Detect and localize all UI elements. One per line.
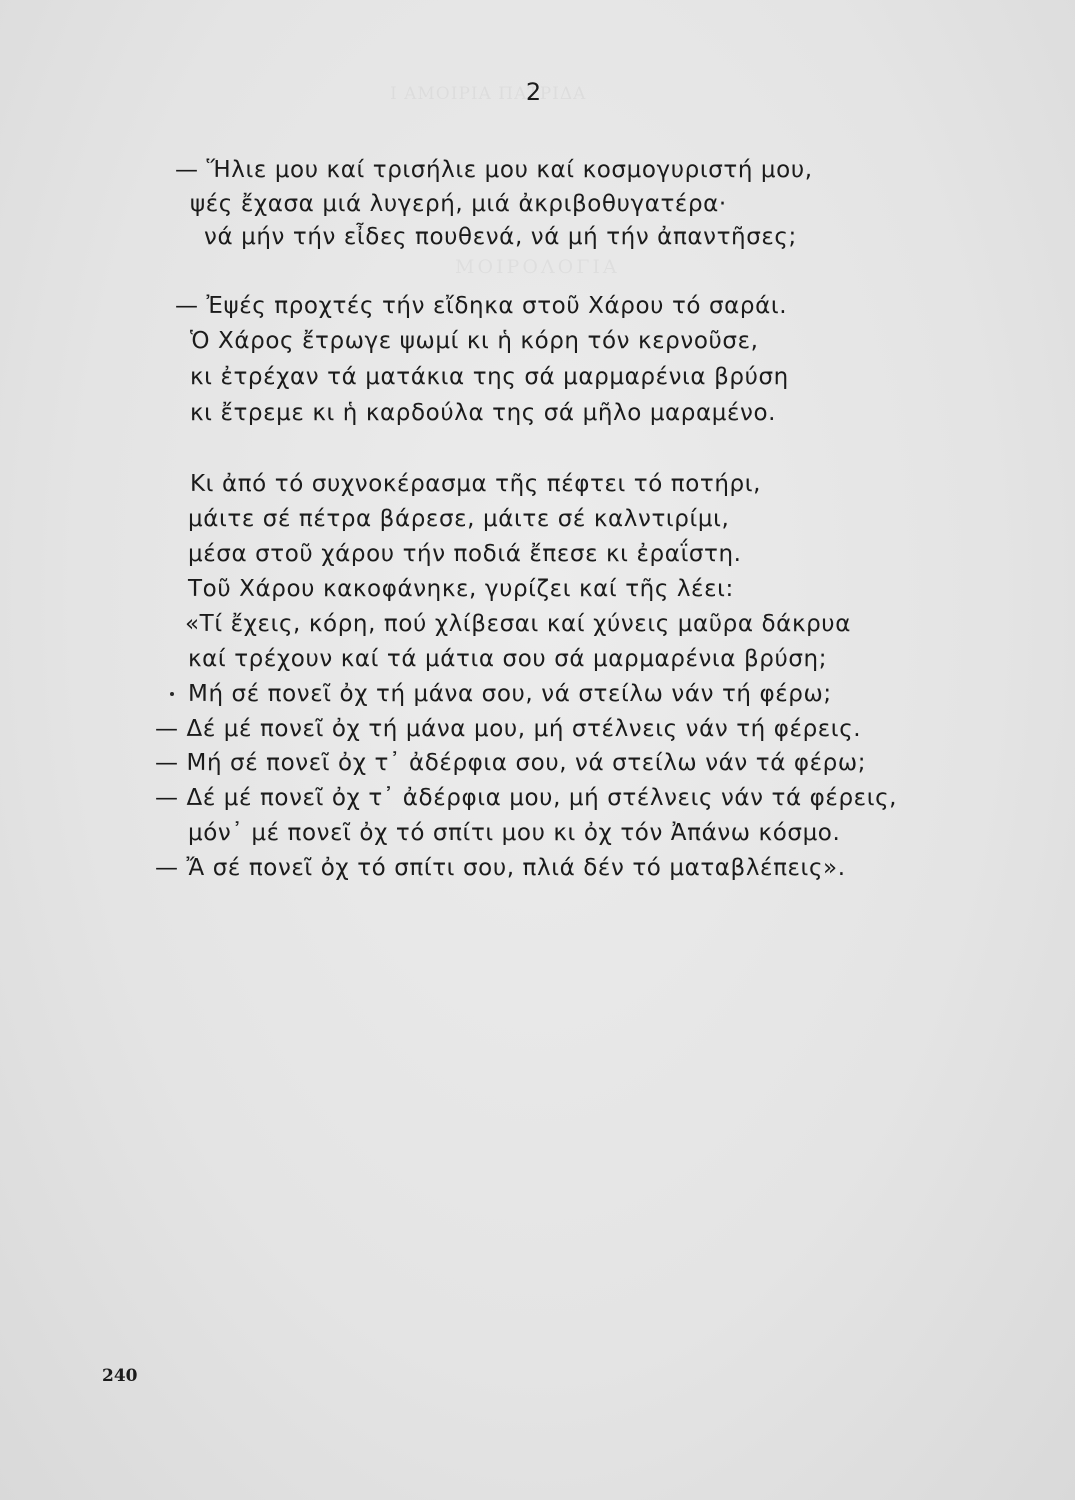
verse-line-4: — Ἐψές προχτές τήν εἴδηκα στοῦ Χάρου τό σαράι. [175, 293, 788, 319]
verse-line-1: — Ἥλιε μου καί τρισήλιε μου καί κοσμογυριστή μου, [175, 157, 813, 183]
show-through-title [455, 256, 620, 278]
verse-line-12: «Τί ἔχεις, κόρη, πού χλίβεσαι καί χύνεις μαῦρα δάκρυα [185, 611, 851, 637]
verse-line-14: Μή σέ πονεῖ ὀχ τή μάνα σου, νά στείλω νάν τή φέρω; [188, 681, 832, 707]
verse-line-15: — Δέ μέ πονεῖ ὀχ τή μάνα μου, μή στέλνεις νάν τή φέρεις. [155, 716, 862, 742]
verse-line-9: μάιτε σέ πέτρα βάρεσε, μάιτε σέ καλντιρίμι, [188, 506, 730, 532]
verse-line-8: Κι ἀπό τό συχνοκέρασμα τῆς πέφτει τό ποτήρι, [190, 471, 762, 497]
section-number: 2 [525, 78, 542, 106]
verse-line-19: — Ἄ σέ πονεῖ ὀχ τό σπίτι σου, πλιά δέν τό ματαβλέπεις». [155, 855, 846, 881]
stray-mark [170, 692, 174, 696]
verse-line-13: καί τρέχουν καί τά μάτια σου σά μαρμαρένια βρύση; [188, 646, 828, 672]
verse-line-11: Τοῦ Χάρου κακοφάνηκε, γυρίζει καί τῆς λέει: [188, 576, 734, 602]
verse-line-16: — Μή σέ πονεῖ ὀχ τ᾽ ἀδέρφια σου, νά στείλω νάν τά φέρω; [155, 750, 867, 776]
verse-line-7: κι ἔτρεμε κι ἡ καρδούλα της σά μῆλο μαραμένο. [190, 400, 777, 426]
verse-line-6: κι ἐτρέχαν τά ματάκια της σά μαρμαρένια βρύση [190, 364, 789, 390]
verse-line-18: μόν᾽ μέ πονεῖ ὀχ τό σπίτι μου κι ὀχ τόν Ἀπάνω κόσμο. [188, 820, 841, 846]
verse-line-5: Ὁ Χάρος ἔτρωγε ψωμί κι ἡ κόρη τόν κερνοῦσε, [190, 328, 759, 354]
verse-line-17: — Δέ μέ πονεῖ ὀχ τ᾽ ἀδέρφια μου, μή στέλνεις νάν τά φέρεις, [155, 785, 898, 811]
verse-line-3: νά μήν τήν εἶδες πουθενά, νά μή τήν ἀπαντῆσες; [204, 224, 797, 250]
verse-line-2: ψές ἔχασα μιά λυγερή, μιά ἀκριβοθυγατέρα· [190, 191, 727, 217]
verse-line-10: μέσα στοῦ χάρου τήν ποδιά ἔπεσε κι ἐραΐστη. [188, 541, 742, 567]
page-number: 240 [102, 1366, 138, 1386]
